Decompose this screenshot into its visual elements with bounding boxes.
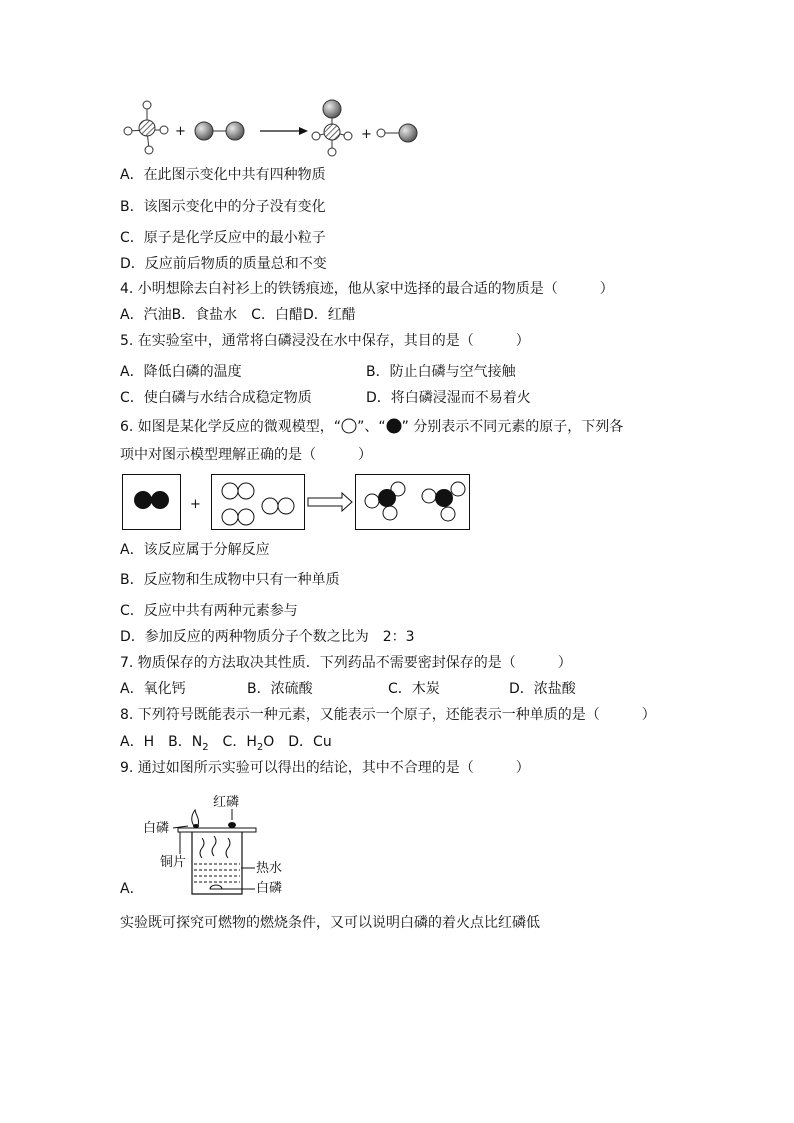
q6-option-d: D．参加反应的两种物质分子个数之比为 2：3	[120, 629, 415, 645]
black-atom-icon	[386, 418, 402, 434]
q9-stem: 9. 通过如图所示实验可以得出的结论，其中不合理的是（ ）	[120, 760, 530, 776]
q5-option-b: B．防止白磷与空气接触	[366, 364, 516, 380]
combustion-experiment-diagram	[140, 790, 320, 900]
q8-option-d: D．Cu	[274, 734, 332, 750]
molecule-reaction-diagram	[118, 95, 428, 160]
q7-option-b: B．浓硫酸	[247, 681, 313, 697]
reactant-molecule-1	[124, 101, 168, 154]
label-copper-sheet: 铜片	[160, 855, 187, 870]
q3-option-d: D．反应前后物质的质量总和不变	[120, 256, 327, 272]
q7-option-c: C．木炭	[388, 681, 440, 697]
product-molecule-2	[377, 124, 417, 142]
label-red-phosphorus: 红磷	[213, 795, 240, 810]
q6-stem-part-c: ” 分别表示不同元素的原子，下列各	[401, 419, 624, 435]
white-atom-icon	[341, 418, 357, 434]
q5-stem: 5. 在实验室中，通常将白磷浸没在水中保存，其目的是（ ）	[120, 333, 530, 349]
q3-option-b: B．该图示变化中的分子没有变化	[120, 199, 326, 215]
q6-stem-line1	[120, 415, 623, 436]
svg-text:+: +	[190, 497, 201, 512]
label-white-phosphorus-top: 白磷	[143, 821, 170, 836]
q6-option-a: A．该反应属于分解反应	[120, 542, 270, 558]
q8-stem: 8. 下列符号既能表示一种元素，又能表示一个原子，还能表示一种单质的是（ ）	[120, 707, 656, 723]
q3-option-c: C．原子是化学反应中的最小粒子	[120, 230, 326, 246]
q4-stem: 4. 小明想除去白衬衫上的铁锈痕迹，他从家中选择的最合适的物质是（ ）	[120, 281, 614, 297]
q8-option-c: C．$H_2O$	[208, 734, 275, 753]
svg-text:+: +	[361, 127, 372, 142]
q4-options: A．汽油B．食盐水 C．白醋D．红醋	[120, 307, 356, 323]
q5-option-d: D．将白磷浸湿而不易着火	[366, 390, 531, 406]
q7-option-d: D．浓盐酸	[509, 681, 576, 697]
q5-option-a: A．降低白磷的温度	[120, 364, 242, 380]
product-molecule-1	[312, 100, 352, 156]
q5-option-c: C．使白磷与水结合成稳定物质	[120, 390, 312, 406]
q6-stem-part-a: 6. 如图是某化学反应的微观模型，“	[120, 419, 342, 435]
q8-options	[120, 733, 332, 753]
svg-text:+: +	[175, 124, 186, 139]
q7-stem: 7. 物质保存的方法取决其性质．下列药品不需要密封保存的是（ ）	[120, 655, 572, 671]
q3-option-a: A．在此图示变化中共有四种物质	[120, 167, 326, 183]
q9-option-a-label: A．	[120, 881, 144, 897]
q7-option-a: A．氧化钙	[120, 681, 186, 697]
reaction-model-diagram	[122, 474, 472, 532]
label-white-phosphorus-bottom: 白磷	[256, 881, 283, 896]
q9-option-a-text: 实验既可探究可燃物的燃烧条件，又可以说明白磷的着火点比红磷低	[120, 915, 540, 931]
q6-stem-line2: 项中对图示模型理解正确的是（ ）	[120, 447, 372, 463]
q8-option-a: A．H	[120, 734, 169, 750]
reactant-molecule-2	[195, 122, 244, 140]
label-hot-water: 热水	[256, 861, 283, 876]
reaction-arrow	[260, 127, 308, 135]
q6-stem-part-b: ”、“	[357, 419, 386, 435]
q8-option-b: B．$N_2$	[168, 734, 209, 753]
double-arrow	[308, 493, 352, 511]
q6-option-c: C．反应中共有两种元素参与	[120, 603, 298, 619]
q6-option-b: B．反应物和生成物中只有一种单质	[120, 572, 340, 588]
